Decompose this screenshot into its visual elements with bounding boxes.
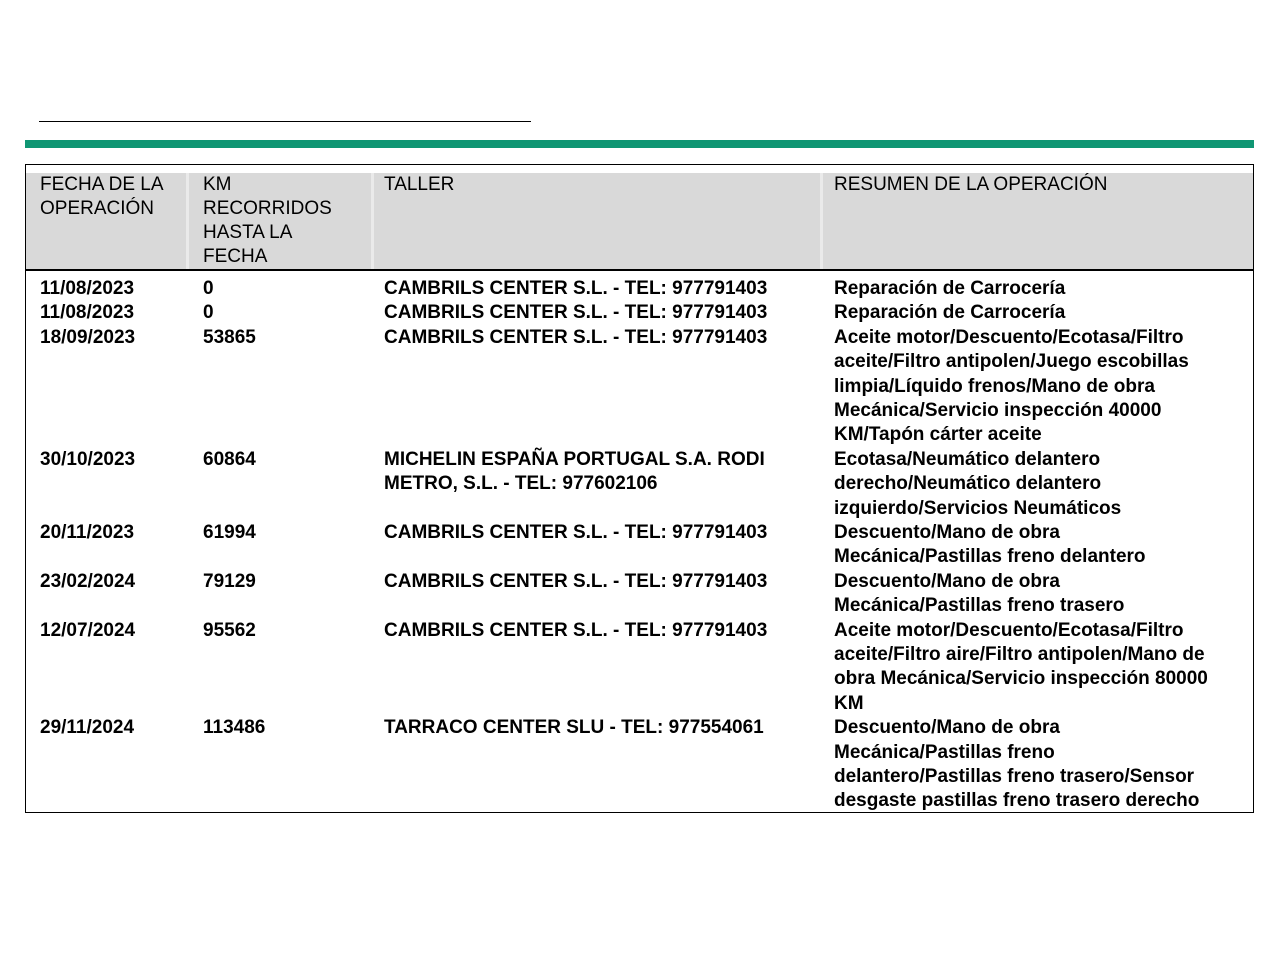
header-cell-summary <box>823 173 1253 269</box>
row-shop-line: MICHELIN ESPAÑA PORTUGAL S.A. RODI <box>384 448 765 470</box>
green-header-band <box>25 140 1254 148</box>
table-body <box>26 277 1253 814</box>
row-shop-line: CAMBRILS CENTER S.L. - TEL: 977791403 <box>384 619 768 641</box>
row-shop-line: CAMBRILS CENTER S.L. - TEL: 977791403 <box>384 570 768 592</box>
row-summary <box>834 448 1246 521</box>
row-shop-line: CAMBRILS CENTER S.L. - TEL: 977791403 <box>384 521 768 543</box>
table-row <box>26 521 1253 570</box>
header-shop-label: TALLER <box>384 174 455 195</box>
table-row <box>26 301 1253 325</box>
row-date: 11/08/2023 <box>40 278 135 299</box>
row-summary-line: izquierdo/Servicios Neumáticos <box>834 497 1122 519</box>
row-shop-line: TARRACO CENTER SLU - TEL: 977554061 <box>384 717 764 739</box>
row-summary-line: Mecánica/Pastillas freno trasero <box>834 595 1125 617</box>
row-shop-line: CAMBRILS CENTER S.L. - TEL: 977791403 <box>384 278 768 299</box>
row-summary-line: limpia/Líquido frenos/Mano de obra <box>834 375 1155 397</box>
row-date: 23/02/2024 <box>40 570 136 592</box>
row-summary-line: Descuento/Mano de obra <box>834 521 1060 543</box>
row-summary-line: KM <box>834 692 864 714</box>
header-date-label: FECHA DE LA OPERACIÓN <box>40 174 164 219</box>
row-summary <box>834 619 1246 717</box>
row-summary-line: Aceite motor/Descuento/Ecotasa/Filtro <box>834 326 1184 348</box>
row-km: 61994 <box>203 521 256 543</box>
header-summary-label: RESUMEN DE LA OPERACIÓN <box>834 174 1108 195</box>
row-shop <box>384 521 824 545</box>
row-date: 12/07/2024 <box>40 619 136 641</box>
table-row <box>26 570 1253 619</box>
row-shop <box>384 277 824 301</box>
row-date: 20/11/2023 <box>40 521 135 543</box>
table-row <box>26 277 1253 301</box>
row-summary <box>834 716 1246 814</box>
row-date: 29/11/2024 <box>40 717 135 739</box>
row-shop <box>384 326 824 350</box>
row-shop <box>384 716 824 740</box>
row-summary-line: Ecotasa/Neumático delantero <box>834 448 1101 470</box>
table-row <box>26 326 1253 448</box>
row-summary <box>834 277 1246 301</box>
table-row <box>26 716 1253 814</box>
row-date: 11/08/2023 <box>40 302 135 324</box>
row-km: 79129 <box>203 570 256 592</box>
row-summary-line: Mecánica/Servicio inspección 40000 <box>834 400 1162 421</box>
row-summary-line: Mecánica/Pastillas freno <box>834 741 1055 763</box>
row-shop <box>384 301 824 325</box>
row-summary-line: Mecánica/Pastillas freno delantero <box>834 546 1146 568</box>
row-summary-line: delantero/Pastillas freno trasero/Sensor <box>834 765 1195 787</box>
row-date: 18/09/2023 <box>40 326 136 348</box>
row-shop-line: CAMBRILS CENTER S.L. - TEL: 977791403 <box>384 302 768 324</box>
row-summary <box>834 301 1246 325</box>
row-km: 53865 <box>203 326 256 348</box>
row-summary-line: KM/Tapón cárter aceite <box>834 424 1042 446</box>
row-summary-line: Aceite motor/Descuento/Ecotasa/Filtro <box>834 619 1184 641</box>
maintenance-history-table <box>25 164 1254 813</box>
row-shop-line: METRO, S.L. - TEL: 977602106 <box>384 473 658 495</box>
header-km-label: KM RECORRIDOS HASTA LA FECHA <box>203 174 332 267</box>
row-summary <box>834 326 1246 448</box>
row-summary-line: obra Mecánica/Servicio inspección 80000 <box>834 668 1208 690</box>
row-summary <box>834 521 1246 570</box>
row-date: 30/10/2023 <box>40 448 136 470</box>
top-divider-line <box>39 121 531 122</box>
row-summary-line: aceite/Filtro antipolen/Juego escobillas <box>834 351 1189 373</box>
table-row <box>26 619 1253 717</box>
header-cell-date <box>26 173 186 269</box>
row-summary-line: aceite/Filtro aire/Filtro antipolen/Mano de <box>834 643 1205 665</box>
header-cell-km <box>189 173 371 269</box>
row-km: 0 <box>203 278 214 299</box>
row-km: 95562 <box>203 619 256 641</box>
header-cell-shop <box>374 173 820 269</box>
table-header <box>26 173 1253 271</box>
row-summary-line: desgaste pastillas freno trasero derecho <box>834 790 1200 812</box>
row-summary-line: Descuento/Mano de obra <box>834 717 1060 739</box>
row-shop <box>384 570 824 594</box>
row-km: 113486 <box>203 717 266 739</box>
row-summary-line: Reparación de Carrocería <box>834 302 1066 324</box>
row-summary-line: Descuento/Mano de obra <box>834 570 1060 592</box>
row-shop-line: CAMBRILS CENTER S.L. - TEL: 977791403 <box>384 326 768 348</box>
row-km: 60864 <box>203 448 256 470</box>
row-shop <box>384 619 824 643</box>
row-summary-line: Reparación de Carrocería <box>834 278 1066 299</box>
row-shop <box>384 448 824 497</box>
row-summary <box>834 570 1246 619</box>
table-row <box>26 448 1253 521</box>
row-km: 0 <box>203 302 214 324</box>
row-summary-line: derecho/Neumático delantero <box>834 473 1102 495</box>
